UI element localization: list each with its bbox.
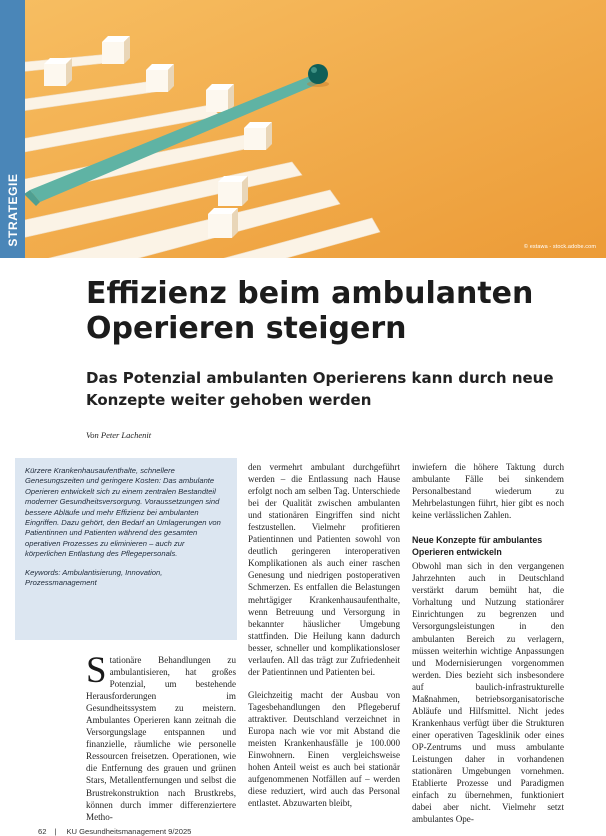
body-column-2 — [248, 461, 400, 809]
body-paragraph: Gleichzeitig macht der Ausbau von Tagesbehandlungen den Pflegeberuf attraktiver. Deutschland verzeichnet in Europa nach wie vor mit Abstand die meisten Krankenhausfälle je 100.000 Einwohnern. Einen vergleichsweise hohen Anteil weist es auch bei stationär aufgenommenen Notfällen auf – werden diese reduziert, wird auch das Personal entlastet. Abzuwarten bleibt, — [248, 689, 400, 809]
page-number: 62 — [38, 827, 47, 836]
stairs-illustration — [0, 0, 606, 258]
abstract-box — [15, 458, 237, 640]
body-paragraph: tationäre Behandlungen zu ambulantisieren, hat großes Potenzial, um bestehende Herausforderungen im Gesundheitssystem zu meistern. Ambulantes Operieren kann zeitnah die Versorgungslage entspannen und finanzielle, räumliche wie personelle Ressourcen freisetzen. Operationen, wie die Entfernung des grauen und grünen Stars, Metallentfernungen und selbst die Brustrekonstruktion nach Brustkrebs, können durch immer differenziertere Metho- — [86, 655, 236, 822]
body-column-3 — [412, 461, 564, 825]
body-paragraph: Obwohl man sich in den vergangenen Jahrzehnten auch in Deutschland verstärkt darum bemüht hat, die Vorhaltung und Nutzung stationärer Einrichtungen zu begrenzen und Versorgungsleistungen in den ambulanten Bereich zu verlagern, müssen weiterhin wichtige Anpassungen und Modernisierungen vorgenommen werden. Dies bezieht sich insbesondere auf baulich-infrastrukturelle Maßnahmen, betriebsorganisatorische Abläufe und Hilfsmittel. Nicht jedes Krankenhaus verfügt über die Strukturen einer operativen Tagesklinik oder eines OP-Zentrums und muss ambulante Leistungen daher in vorhandenen stationären Umgebungen vornehmen. Etablierte Prozesse und Paradigmen einfach zu übernehmen, funktioniert dabei aber nicht. Vielmehr setzt ambulantes Ope- — [412, 561, 564, 825]
journal-name: KU Gesundheitsmanagement 9/2025 — [66, 827, 192, 836]
section-label — [0, 165, 25, 255]
hero-image — [0, 0, 606, 258]
footer-separator: | — [54, 827, 57, 836]
body-column-1 — [86, 650, 236, 823]
body-paragraph: inwiefern die höhere Taktung durch ambulante Fälle bei sinkendem Personalbestand wiederum zu Mehrbelastungen führt, hier gibt es noch keine verlässlichen Zahlen. — [412, 462, 564, 521]
image-credit: © estawa - stock.adobe.com — [523, 244, 596, 250]
abstract-text: Kürzere Krankenhausaufenthalte, schnellere Genesungszeiten und geringere Kosten: Das ambulante Operieren entwickelt sich zu einem zentralen Bestandteil moderner Gesundheitsversorgung. Voraussetzungen sind bessere Abläufe und mehr Effizienz bei ambulanten Eingriffen. Dazu gehört, den Bedarf an Umlagerungen von Patientinnen und Patienten während des gesamten operativen Prozesses zu eliminieren – auch zur körperlichen Entlastung des Pflegepersonals. — [25, 466, 221, 559]
section-heading: Neue Konzepte für ambulantes Operieren entwickeln — [412, 535, 543, 557]
section-label-text: STRATEGIE — [5, 173, 20, 247]
body-paragraph: den vermehrt ambulant durchgeführt werden – die Entlassung nach Hause erfolgt noch am selben Tag. Unterschiede bei der Qualität zwischen ambulanten und stationären Eingriffen sind nicht festzustellen. Vielmehr profitieren Patientinnen und Patienten sowohl von deutlich geringeren interoperativen Komplikationen als auch einer raschen Genesung und niedrigen postoperativen Schmerzen. Es entfallen die Belastungen mehrtägiger Krankenhausaufenthalte, wenn Betreuung und Versorgung in bekannter häuslicher Umgebung stattfinden. Die Heilung kann dadurch besser, schneller und komplikationsloser verlaufen. All das trägt zur Zufriedenheit der Patientinnen und Patienten bei. — [248, 462, 400, 677]
author-line: Von Peter Lachenit — [86, 430, 152, 440]
article-subtitle: Das Potenzial ambulanten Operierens kann durch neue Konzepte weiter gehoben werden — [86, 369, 554, 409]
drop-cap: S — [86, 650, 107, 691]
article-title: Effizienz beim ambulanten Operieren steigern — [86, 276, 534, 346]
keywords: Keywords: Ambulantisierung, Innovation, Prozessmanagement — [25, 567, 163, 588]
